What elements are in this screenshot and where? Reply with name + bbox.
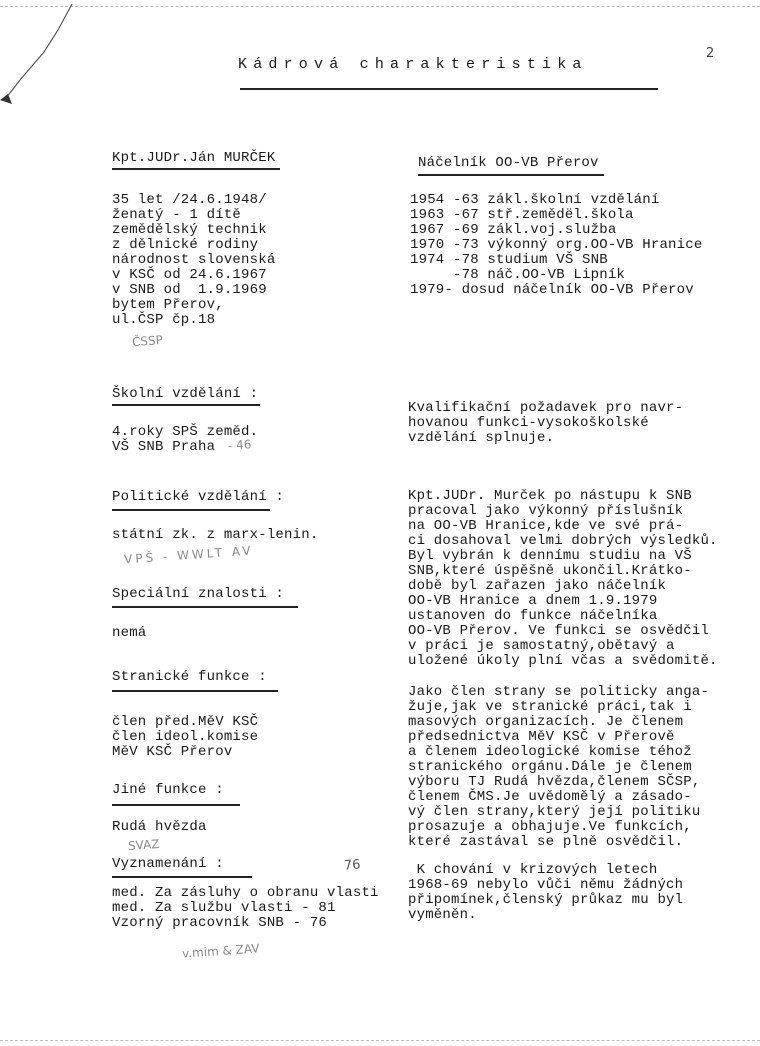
evaluation-line: K chování v krizových letech: [408, 862, 658, 878]
page-number: 2: [706, 46, 715, 61]
career-line: 1979- dosud náčelník OO-VB Přerov: [410, 282, 694, 298]
detail-line: zemědělský technik: [112, 222, 267, 238]
other-functions-underline: [112, 804, 240, 806]
awards-items: [112, 886, 379, 931]
other-functions-heading: Jiné funkce :: [112, 782, 224, 798]
document-title: Kádrová charakteristika: [238, 56, 588, 73]
special-knowledge-item: nemá: [112, 625, 147, 641]
person-name: Kpt.JUDr.Ján MURČEK: [112, 150, 276, 166]
evaluation-line: stranického orgánu.Dále je členem: [408, 759, 692, 775]
detail-line: národnost slovenská: [112, 252, 276, 268]
assessment-line: hovanou funkci-vysokoškolské: [408, 415, 649, 431]
political-education-heading: Politické vzdělání :: [112, 489, 285, 505]
political-education-item: státní zk. z marx-lenin.: [112, 527, 319, 543]
career-list: [410, 193, 702, 298]
awards-underline: [112, 876, 252, 878]
person-name-underline: [112, 168, 280, 170]
party-functions-underline: [112, 690, 278, 692]
evaluation-line: uložené úkoly plní včas a svědomitě.: [408, 653, 718, 669]
handwritten-note-awards: v.mim & ZAV: [181, 941, 260, 961]
evaluation-line: žuje,jak ve stranické práci,tak i: [408, 699, 692, 715]
evaluation-line: 1968-69 nebylo vůči němu žádných: [408, 877, 684, 893]
career-line: 1970 -73 výkonný org.OO-VB Hranice: [410, 237, 703, 253]
handwritten-note-education: - 46: [227, 437, 252, 453]
handwritten-note-political: VPŠ - WWLT AV: [123, 543, 254, 567]
party-function-item: člen ideol.komise: [112, 729, 259, 745]
evaluation-line: Kpt.JUDr. Murček po nástupu k SNB: [408, 488, 692, 504]
party-function-item: člen před.MěV KSČ: [112, 714, 259, 730]
evaluation-line: pracoval jako výkonný příslušník: [408, 503, 684, 519]
party-functions-items: [112, 715, 258, 760]
education-assessment: [408, 401, 683, 446]
awards-heading: Vyznamenání :: [112, 856, 224, 872]
evaluation-line: Byl vybrán k dennímu studiu na VŠ: [408, 548, 692, 564]
detail-line: 35 let /24.6.1948/: [112, 192, 267, 208]
evaluation-line: SNB,které úspěšně ukončil.Krátko-: [408, 563, 692, 579]
scan-edge-bottom: [0, 1040, 760, 1042]
special-knowledge-underline: [112, 606, 298, 608]
career-line: 1967 -69 zákl.voj.služba: [410, 222, 617, 238]
education-item: 4.roky SPŠ zeměd.: [112, 424, 259, 440]
evaluation-line: Jako člen strany se politicky anga-: [408, 684, 710, 700]
evaluation-line: vý člen strany,který její politiku: [408, 804, 701, 820]
education-heading-underline: [112, 404, 260, 406]
detail-line: z dělnické rodiny: [112, 237, 259, 253]
award-item: med. Za zásluhy o obranu vlasti: [112, 885, 379, 901]
award-item: med. Za službu vlasti - 81: [112, 900, 336, 916]
detail-line: bytem Přerov,: [112, 297, 224, 313]
handwritten-note-other-functions: SVAZ: [127, 836, 160, 854]
evaluation-line: ci dosahoval velmi dobrých výsledků.: [408, 533, 718, 549]
detail-line: v KSČ od 24.6.1967: [112, 267, 267, 283]
scan-edge-top: [0, 0, 760, 7]
evaluation-line: a členem ideologické komise téhož: [408, 744, 692, 760]
party-function-item: MěV KSČ Přerov: [112, 744, 233, 760]
evaluation-line: připomínek,členský průkaz mu byl: [408, 892, 684, 908]
handwritten-note-address: ČSSP: [131, 332, 164, 350]
evaluation-line: vyměněn.: [408, 907, 477, 923]
evaluation-line: na OO-VB Hranice,kde ve své prá-: [408, 518, 684, 534]
political-education-underline: [112, 509, 270, 511]
career-line: 1974 -78 studium VŠ SNB: [410, 252, 608, 268]
person-details: [112, 193, 275, 328]
evaluation-line: v práci je samostatný,obětavý a: [408, 638, 675, 654]
career-line: 1963 -67 stř.zemědël.škola: [410, 207, 634, 223]
title-underline: [240, 88, 658, 90]
assessment-line: Kvalifikační požadavek pro navr-: [408, 400, 684, 416]
career-line: -78 náč.OO-VB Lipník: [410, 267, 626, 283]
evaluation-line: době byl zařazen jako náčelník: [408, 578, 667, 594]
detail-line: v SNB od 1.9.1969: [112, 282, 267, 298]
position-title: Náčelník OO-VB Přerov: [418, 155, 599, 171]
evaluation-line: OO-VB Hranice a dnem 1.9.1979: [408, 593, 658, 609]
detail-line: ženatý - 1 dítě: [112, 207, 242, 223]
evaluation-line: ustanoven do funkce náčelníka: [408, 608, 658, 624]
detail-line: ul.ČSP čp.18: [112, 312, 216, 328]
special-knowledge-heading: Speciální znalosti :: [112, 586, 285, 602]
evaluation-paragraph-1: [408, 489, 718, 669]
other-function-item: Rudá hvězda: [112, 819, 207, 835]
evaluation-line: předsednictva MěV KSČ v Přerově: [408, 729, 675, 745]
evaluation-line: prosazuje a obhajuje.Ve funkcích,: [408, 819, 692, 835]
handwritten-note-awards-top: 76: [343, 857, 362, 874]
page-fold-mark: [0, 0, 80, 110]
evaluation-line: masových organizacích. Je členem: [408, 714, 684, 730]
position-title-underline: [418, 174, 604, 176]
evaluation-paragraph-2: [408, 685, 709, 850]
award-item: Vzorný pracovník SNB - 76: [112, 915, 328, 931]
evaluation-line: členem ČMS.Je uvědomělý a zásado-: [408, 789, 692, 805]
evaluation-line: výboru TJ Rudá hvězda,členem SČSP,: [408, 774, 701, 790]
education-item: VŠ SNB Praha: [112, 439, 216, 455]
education-heading: Školní vzdělání :: [112, 386, 259, 402]
career-line: 1954 -63 zákl.školní vzdělání: [410, 192, 660, 208]
party-functions-heading: Stranické funkce :: [112, 669, 267, 685]
assessment-line: vzdělání splnuje.: [408, 430, 555, 446]
evaluation-line: které zastával se plně osvědčil.: [408, 834, 684, 850]
evaluation-line: OO-VB Přerov. Ve funkci se osvědčil: [408, 623, 710, 639]
evaluation-paragraph-3: [408, 863, 683, 923]
